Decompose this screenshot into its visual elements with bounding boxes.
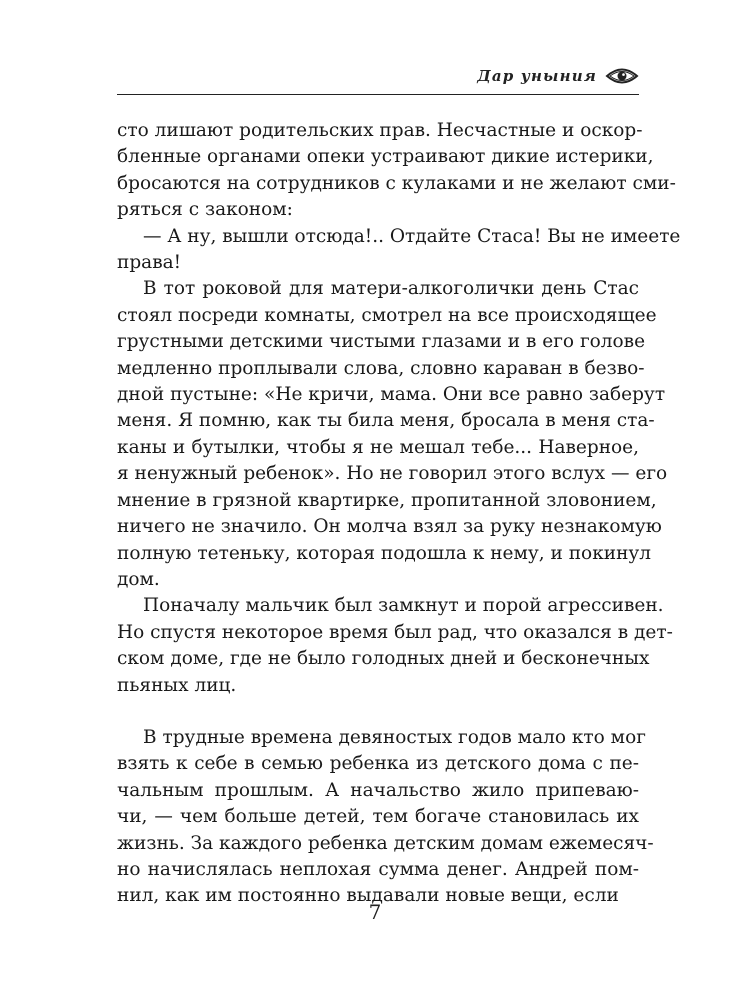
text-line: ряться с законом: xyxy=(117,199,293,221)
text-line: жизнь. За каждого ребенка детским домам ежемесяч- xyxy=(117,832,654,854)
text-line: дом. xyxy=(117,568,160,590)
text-line: грустными детскими чистыми глазами и в его голове xyxy=(117,331,646,353)
text-line: — А ну, вышли отсюда!.. Отдайте Стаса! Вы не имеете xyxy=(143,225,681,247)
text-line: дной пустыне: «Не кричи, мама. Они все равно заберут xyxy=(117,384,666,406)
text-line: чальным прошлым. А начальство жило припеваю- xyxy=(117,779,639,801)
text-line: нил, как им постоянно выдавали новые вещи, если xyxy=(117,885,619,907)
running-header xyxy=(117,60,639,95)
running-header-title: Дар уныния xyxy=(477,67,597,85)
body-text xyxy=(117,118,681,910)
text-line: В тот роковой для матери-алкоголички день Стас xyxy=(143,278,639,300)
text-line: я ненужный ребенок». Но не говорил этого вслух — его xyxy=(117,463,668,485)
text-line: бленные органами опеки устраивают дикие истерики, xyxy=(117,146,654,168)
text-line: пьяных лиц. xyxy=(117,674,237,696)
text-line: ничего не значило. Он молча взял за руку незнакомую xyxy=(117,516,662,538)
text-line: стоял посреди комнаты, смотрел на все происходящее xyxy=(117,304,657,326)
text-line: В трудные времена девяностых годов мало кто мог xyxy=(143,726,646,748)
eye-icon xyxy=(605,66,639,86)
text-line: меня. Я помню, как ты била меня, бросала в меня ста- xyxy=(117,410,655,432)
text-line: взять к себе в семью ребенка из детского дома с пе- xyxy=(117,753,639,775)
text-line: бросаются на сотрудников с кулаками и не желают сми- xyxy=(117,172,676,194)
text-line: медленно проплывали слова, словно караван в безво- xyxy=(117,357,645,379)
paragraph xyxy=(117,118,676,224)
text-line: Поначалу мальчик был замкнут и порой агрессивен. xyxy=(143,595,664,617)
paragraph xyxy=(117,725,654,910)
paragraph xyxy=(117,224,681,277)
text-line: права! xyxy=(117,252,182,274)
text-line: мнение в грязной квартирке, пропитанной зловонием, xyxy=(117,489,657,511)
text-line: Но спустя некоторое время был рад, что оказался в дет- xyxy=(117,621,673,643)
text-line: сто лишают родительских прав. Несчастные и оскор- xyxy=(117,120,643,141)
paragraph xyxy=(117,593,673,699)
text-line: ском доме, где не было голодных дней и бесконечных xyxy=(117,648,650,670)
page-number: 7 xyxy=(368,900,382,924)
text-line: полную тетеньку, которая подошла к нему, и покинул xyxy=(117,542,652,564)
text-line: чи, — чем больше детей, тем богаче становилась их xyxy=(117,806,639,828)
text-line: но начислялась неплохая сумма денег. Андрей пом- xyxy=(117,858,639,880)
paragraph xyxy=(117,276,668,593)
section-break xyxy=(117,699,639,725)
text-line: каны и бутылки, чтобы я не мешал тебе... Наверное, xyxy=(117,436,639,458)
